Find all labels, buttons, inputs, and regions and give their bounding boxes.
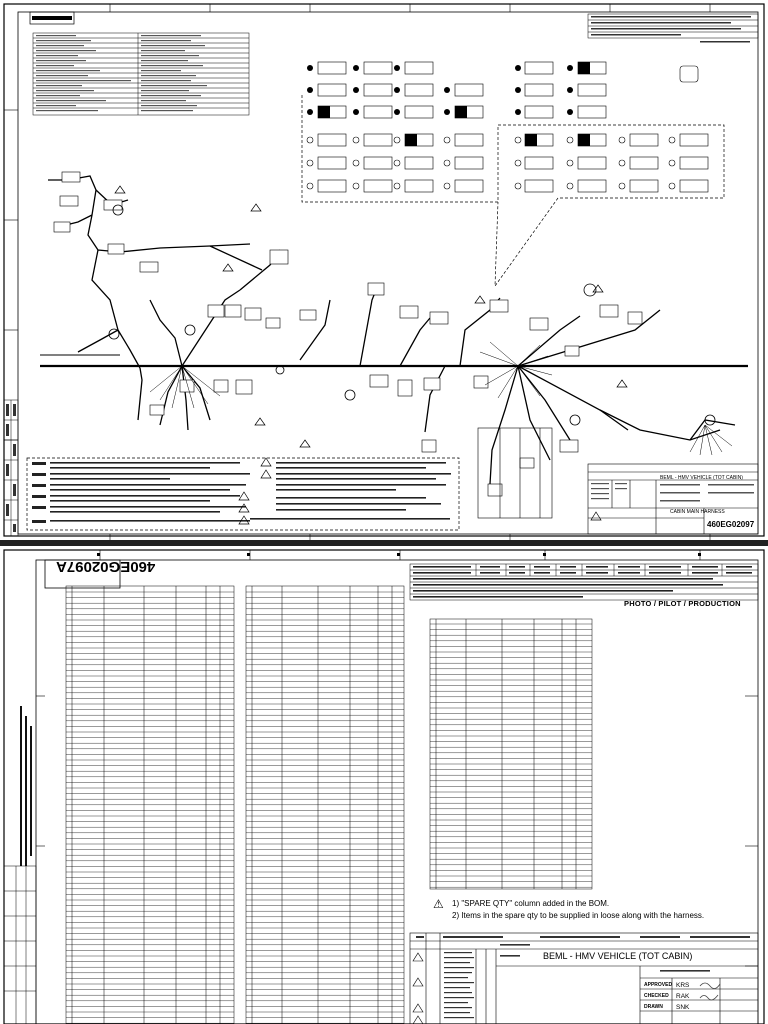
approved-label: APPROVED: [644, 982, 673, 988]
approved-by: KRS: [676, 982, 690, 989]
drawing-number: 460EG02097: [707, 520, 755, 529]
checked-by: RAK: [676, 993, 690, 1000]
drawn-label: DRAWN: [644, 1004, 663, 1010]
product-title: BEML - HMV VEHICLE (TOT CABIN): [543, 951, 693, 961]
product-title: BEML - HMV VEHICLE (TOT CABIN): [660, 475, 743, 481]
checked-label: CHECKED: [644, 993, 669, 999]
note-spare-qty-supply: 2) Items in the spare qty to be supplied in loose along with the harness.: [452, 911, 705, 920]
note-spare-qty-column: 1) "SPARE QTY" column added in the BOM.: [452, 899, 610, 908]
bom-sheet: [0, 546, 768, 1024]
photo-pilot-production-label: PHOTO / PILOT / PRODUCTION: [624, 599, 741, 608]
harness-label: CABIN MAIN HARNESS: [670, 509, 725, 515]
revision-triangle-icon: ⚠: [433, 897, 444, 911]
drawn-by: SNK: [676, 1004, 690, 1011]
drawing-number: 460EG02097A: [56, 557, 156, 575]
